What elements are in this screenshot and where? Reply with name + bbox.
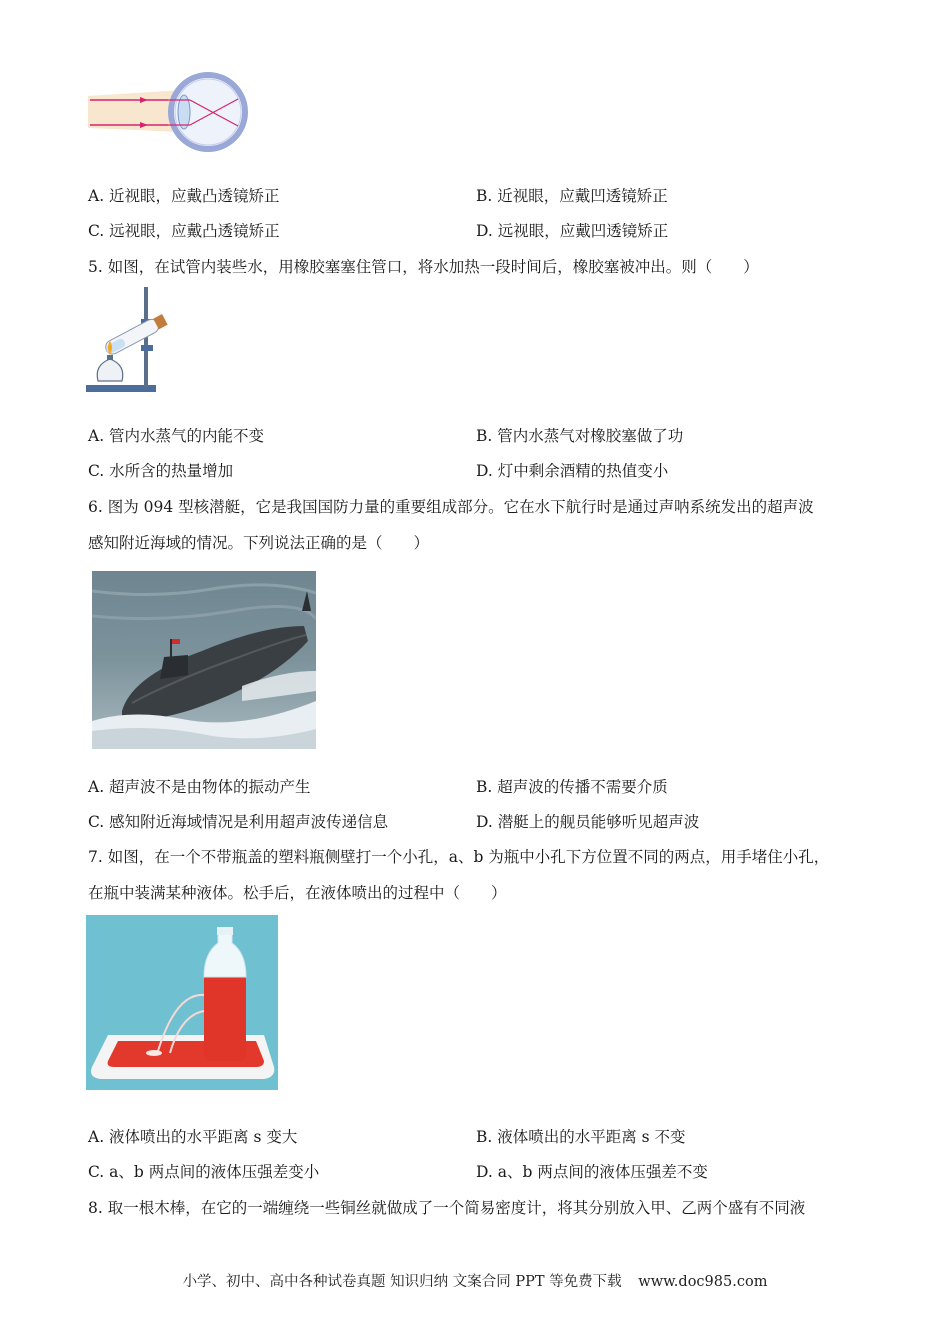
q5-stem: 5. 如图，在试管内装些水，用橡胶塞塞住管口，将水加热一段时间后，橡胶塞被冲出。则（ ） xyxy=(88,258,759,276)
q7-option-d: D. a、b 两点间的液体压强差不变 xyxy=(476,1163,708,1181)
q6-option-a: A. 超声波不是由物体的振动产生 xyxy=(88,778,311,796)
q5-option-a: A. 管内水蒸气的内能不变 xyxy=(88,427,265,445)
footer-link[interactable]: www.doc985.com xyxy=(638,1274,768,1290)
q6-stem-line-1: 6. 图为 094 型核潜艇，它是我国国防力量的重要组成部分。它在水下航行时是通过声呐系统发出的超声波 xyxy=(88,498,814,516)
q7-stem-line-2: 在瓶中装满某种液体。松手后，在液体喷出的过程中（ ） xyxy=(88,884,507,902)
q6-stem-line-2: 感知附近海域的情况。下列说法正确的是（ ） xyxy=(88,534,430,552)
q5-option-c: C. 水所含的热量增加 xyxy=(88,462,234,480)
submarine-photo xyxy=(92,571,316,749)
q7-stem-line-1: 7. 如图，在一个不带瓶盖的塑料瓶侧壁打一个小孔，a、b 为瓶中小孔下方位置不同的两点，用手堵住小孔， xyxy=(88,848,830,866)
q7-option-a: A. 液体喷出的水平距离 s 变大 xyxy=(88,1128,298,1146)
test-tube-apparatus-figure xyxy=(86,285,178,395)
q6-option-d: D. 潜艇上的舰员能够听见超声波 xyxy=(476,813,700,831)
q5-option-b: B. 管内水蒸气对橡胶塞做了功 xyxy=(476,427,684,445)
q5-option-d: D. 灯中剩余酒精的热值变小 xyxy=(476,462,669,480)
q4-option-c: C. 远视眼，应戴凸透镜矫正 xyxy=(88,222,280,240)
q4-option-a: A. 近视眼，应戴凸透镜矫正 xyxy=(88,187,280,205)
q6-option-b: B. 超声波的传播不需要介质 xyxy=(476,778,668,796)
q7-option-b: B. 液体喷出的水平距离 s 不变 xyxy=(476,1128,686,1146)
q4-option-d: D. 远视眼，应戴凹透镜矫正 xyxy=(476,222,669,240)
footer-text: 小学、初中、高中各种试卷真题 知识归纳 文案合同 PPT 等免费下载 xyxy=(182,1274,622,1290)
q7-option-c: C. a、b 两点间的液体压强差变小 xyxy=(88,1163,320,1181)
q6-option-c: C. 感知附近海域情况是利用超声波传递信息 xyxy=(88,813,389,831)
q8-stem-line-1: 8. 取一根木棒，在它的一端缠绕一些铜丝就做成了一个简易密度计，将其分别放入甲、乙两个盛有不同液 xyxy=(88,1199,806,1217)
bottle-liquid-jet-photo xyxy=(86,915,278,1090)
page-footer xyxy=(0,1270,950,1291)
eye-diagram-figure xyxy=(88,70,253,155)
q4-option-b: B. 近视眼，应戴凹透镜矫正 xyxy=(476,187,668,205)
